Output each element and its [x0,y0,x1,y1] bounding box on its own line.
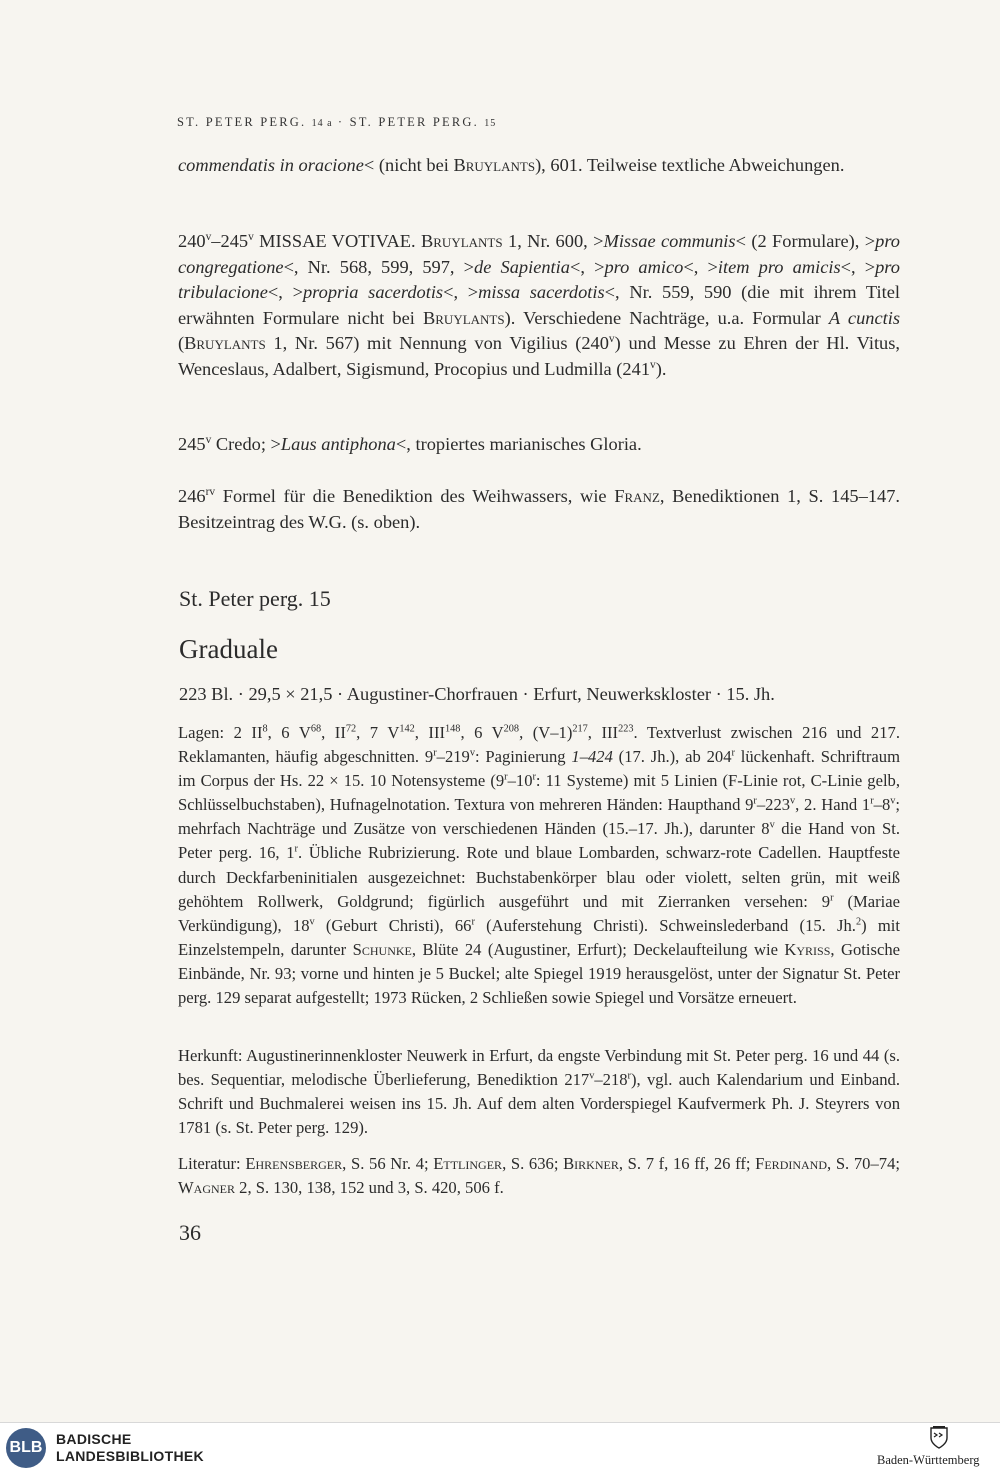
footer-bar [0,1422,1000,1473]
running-head: ST. PETER PERG. 14 a · ST. PETER PERG. 15 [177,115,497,129]
manuscript-title: Graduale [179,634,278,664]
description-literatur: Literatur: Ehrensberger, S. 56 Nr. 4; Ettlinger, S. 636; Birkner, S. 7 f, 16 ff, 26 ff; Ferdinand, S. 70–74; Wagner 2, S. 130, 138, 152 und 3, S. 420, 506 f. [178,1154,900,1198]
page-number: 36 [179,1220,201,1245]
shelfmark-heading: St. Peter perg. 15 [179,586,331,611]
paragraph-missae-votivae: 240$^v$–245$^v$ MISSAE VOTIVAE. Bruylants 1, Nr. 600, >Missae communis< (2 Formulare), >pro congregatione<, Nr. 568, 599, 597, >de Sapientia<, >pro amico<, >item pro amicis<, >pro tribulacione<, >propria sacerdotis<, >missa sacerdotis<, Nr. 559, 590 (die mit ihrem Titel erwähnten Formulare nicht bei Bruylants). Verschiedene Nachträge, u.a. Formular A cunctis (Bruylants 1, Nr. 567) mit Nennung von Vigilius (240$^v$) und Messe zu Ehren der Hl. Vitus, Wenceslaus, Adalbert, Sigismund, Procopius und Ludmilla (241$^v$). [178,230,901,379]
description-herkunft: Herkunft: Augustinerinnenkloster Neuwerk in Erfurt, da engste Verbindung mit St. Peter perg. 16 und 44 (s. bes. Sequentiar, melodische Überlieferung, Benediktion 217$^v$–218$^r$), vgl. auch Kalendarium und Einband. Schrift und Buchmalerei weisen ins 15. Jh. Auf dem alten Vorderspiegel Kaufvermerk Ph. J. Steyrers von 1781 (s. St. Peter perg. 129). [178,1046,900,1138]
library-name[interactable]: BADISCHE LANDESBIBLIOTHEK [56,1431,204,1464]
paragraph-continuation: commendatis in oracione< (nicht bei Bruylants), 601. Teilweise textliche Abweichungen. [178,155,845,175]
blb-logo[interactable]: BLB [6,1428,46,1468]
paragraph-benediktion: $246^{rv}$ Formel für die Benediktion des Weihwassers, wie Franz, Benediktionen 1, S. 145–147. Besitzeintrag des W.G. (s. oben). [178,485,900,532]
manuscript-meta-line: 223 Bl. · 29,5 × 21,5 · Augustiner-Chorfrauen · Erfurt, Neuwerkskloster · 15. Jh. [179,684,775,704]
description-lagen: Lagen: 2 $II^8$, 6 $V^{68}$, II$^{72}$, 7 $V^{142}$, III$^{148}$, 6 $V^{208}$, $(V-1)^{217}$, III$^{223}$. Textverlust zwischen 216 und 217. Reklamanten, häufig abgeschnitten. 9$^r$–219$^v$: Paginierung 1–424 (17. Jh.), ab 204$^r$ lückenhaft. Schriftraum im Corpus der Hs. 22 × 15. 10 Notensysteme (9$^r$–10$^r$: 11 Systeme) mit 5 Linien (F-Linie rot, C-Linie gelb, Schlüsselbuchstaben), Hufnagelnotation. Textura von mehreren Händen: Haupthand 9$^r$–223$^v$, 2. Hand 1$^r$–8$^v$; mehrfach Nachträge und Zusätze von verschiedenen Händen (15.–17. Jh.), darunter 8$^v$ die Hand von St. Peter perg. 16, 1$^r$. Übliche Rubrizierung. Rote und blaue Lombarden, schwarz-rote Cadellen. Hauptfeste durch Deckfarbeninitialen ausgezeichnet: Buchstabenkörper blau oder violett, selten grün, mit weiß gehöhtem Rollwerk, Goldgrund; figürlich ausgeführt und mit Zierranken versehen: 9$^r$ (Mariae Verkündigung), 18$^v$ (Geburt Christi), 66$^r$ (Auferstehung Christi). Schweinslederband (15. Jh.$^2$) mit Einzelstempeln, darunter Schunke, Blüte 24 (Augustiner, Erfurt); Deckelaufteilung wie Kyriss, Gotische Einbände, Nr. 93; vorne und hinten je 5 Buckel; alte Spiegel 1919 herausgelöst, unter der Signatur St. Peter perg. 129 separat aufgestellt; 1973 Rücken, 2 Schließen sowie Spiegel und Vorsätze erneuert. [178,723,901,1008]
coat-of-arms-icon [929,1426,949,1450]
paragraph-credo: 245$^v$ Credo; >Laus antiphona<, tropiertes marianisches Gloria. [178,433,642,454]
state-name: Baden-Württemberg [877,1453,980,1467]
